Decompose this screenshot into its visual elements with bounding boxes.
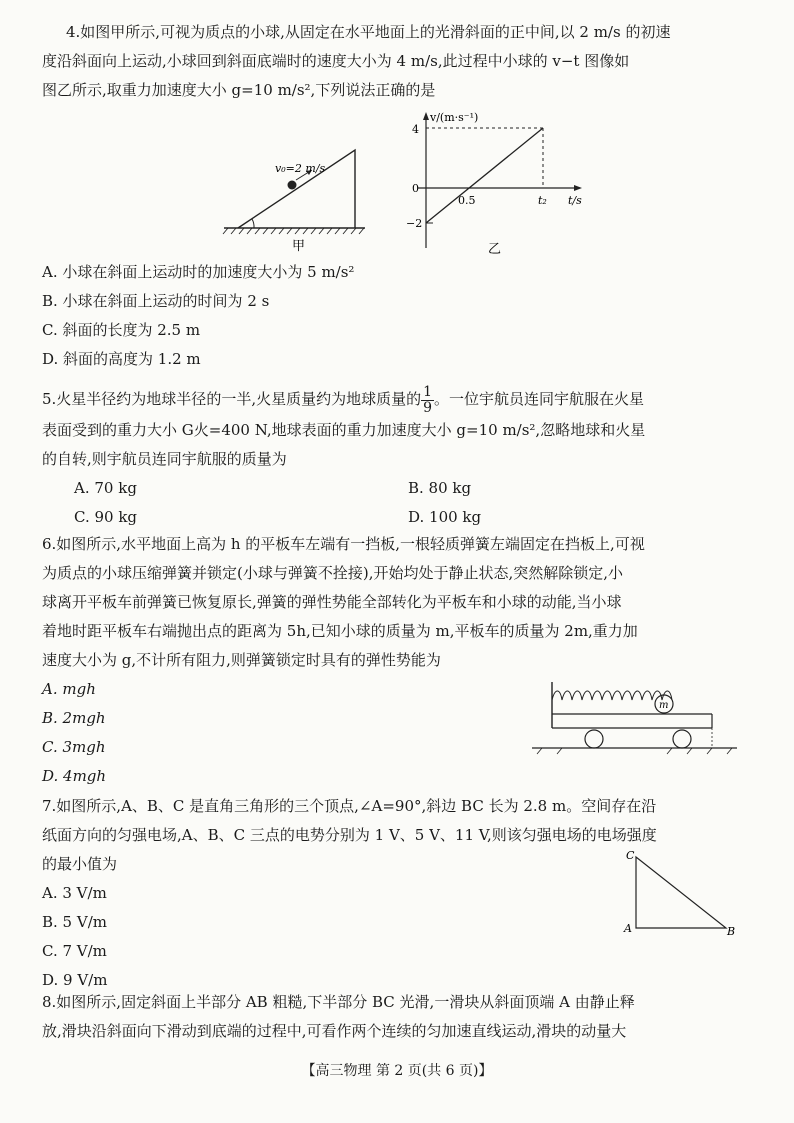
- figure-q6-cart: [532, 670, 742, 775]
- x-tick-t2: t₂: [538, 194, 547, 207]
- figure-yi-vt-graph: [378, 108, 588, 258]
- x-axis-label: t/s: [568, 194, 582, 207]
- vertex-c: C: [626, 849, 635, 862]
- x-tick-0.5: 0.5: [458, 194, 476, 207]
- q4-stem-3: 图乙所示,取重力加速度大小 g=10 m/s²,下列说法正确的是: [42, 81, 436, 99]
- q5-options-row-1: [74, 474, 742, 503]
- q7-stem-3: 的最小值为: [42, 855, 118, 873]
- q7-stem-1: 7.如图所示,A、B、C 是直角三角形的三个顶点,∠A=90°,斜边 BC 长为 2.8 m。空间存在沿: [42, 797, 657, 815]
- spring: [552, 691, 672, 700]
- q4-option-a: A. 小球在斜面上运动时的加速度大小为 5 m/s²: [42, 263, 355, 281]
- y-tick-4: 4: [412, 123, 419, 136]
- q4-option-d: D. 斜面的高度为 1.2 m: [42, 350, 201, 368]
- q8-stem-2: 放,滑块沿斜面向下滑动到底端的过程中,可看作两个连续的匀加速直线运动,滑块的动量大: [42, 1022, 627, 1040]
- page-footer: 【高三物理 第 2 页(共 6 页)】: [301, 1063, 493, 1079]
- q7-option-d: D. 9 V/m: [42, 971, 108, 989]
- q4-stem-2: 度沿斜面向上运动,小球回到斜面底端时的速度大小为 4 m/s,此过程中小球的 v−t 图像如: [42, 52, 630, 70]
- q6-option-b: B. 2mgh: [42, 709, 106, 727]
- q5-option-a: A. 70 kg: [74, 479, 137, 497]
- q6-stem-4: 着地时距平板车右端抛出点的距离为 5h,已知小球的质量为 m,平板车的质量为 2m,重力加: [42, 622, 638, 640]
- vertex-a: A: [624, 922, 632, 935]
- q6-option-a: A. mgh: [42, 680, 96, 698]
- q4-stem-1: 4.如图甲所示,可视为质点的小球,从固定在水平地面上的光滑斜面的正中间,以 2 m/s 的初速: [66, 23, 671, 41]
- q6-stem-5: 速度大小为 g,不计所有阻力,则弹簧锁定时具有的弹性势能为: [42, 651, 441, 669]
- question-5: [42, 382, 742, 532]
- q5-option-b: B. 80 kg: [408, 479, 472, 497]
- q6-stem-2: 为质点的小球压缩弹簧并锁定(小球与弹簧不拴接),开始均处于静止状态,突然解除锁定,小: [42, 564, 624, 582]
- y-tick-neg2: −2: [406, 217, 423, 230]
- q4-options: [42, 258, 742, 374]
- q6-stem-1: 6.如图所示,水平地面上高为 h 的平板车左端有一挡板,一根轻质弹簧左端固定在挡板上,可视: [42, 535, 645, 553]
- q5-stem-1: 5.火星半径约为地球半径的一半,火星质量约为地球质量的 $\frac{1}{9}$ 。一位宇航员连同宇航服在火星: [42, 383, 645, 416]
- fraction-1-9: $\frac{1}{9}$: [423, 383, 433, 416]
- fig-yi-caption: 乙: [488, 242, 502, 257]
- q6-stem-3: 球离开平板车前弹簧已恢复原长,弹簧的弹性势能全部转化为平板车和小球的动能,当小球: [42, 593, 622, 611]
- q8-stem-1: 8.如图所示,固定斜面上半部分 AB 粗糙,下半部分 BC 光滑,一滑块从斜面顶端 A 由静止释: [42, 993, 635, 1011]
- question-4: [42, 18, 742, 105]
- fig-jia-caption: 甲: [292, 239, 306, 253]
- y-tick-0: 0: [412, 182, 419, 195]
- q7-option-a: A. 3 V/m: [42, 884, 107, 902]
- vertex-b: B: [727, 925, 736, 938]
- ball: [288, 181, 297, 190]
- q6-option-c: C. 3mgh: [42, 738, 106, 756]
- q6-option-d: D. 4mgh: [42, 767, 107, 785]
- q5-options-row-2: [74, 503, 742, 532]
- q7-stem-2: 纸面方向的匀强电场,A、B、C 三点的电势分别为 1 V、5 V、11 V,则该匀强电场的电场强度: [42, 826, 657, 844]
- ball-m-label: m: [659, 700, 669, 711]
- q5-stem-3: 的自转,则宇航员连同宇航服的质量为: [42, 450, 287, 468]
- figure-q7-triangle: [620, 845, 740, 940]
- q7-option-c: C. 7 V/m: [42, 942, 107, 960]
- v0-label: v₀=2 m/s: [275, 162, 326, 175]
- question-8: [42, 988, 742, 1046]
- q7-option-b: B. 5 V/m: [42, 913, 107, 931]
- q5-option-d: D. 100 kg: [408, 508, 482, 526]
- figure-jia: [220, 138, 370, 253]
- q4-option-c: C. 斜面的长度为 2.5 m: [42, 321, 201, 339]
- q5-stem-2: 表面受到的重力大小 G火=400 N,地球表面的重力加速度大小 g=10 m/s²,忽略地球和火星: [42, 421, 646, 439]
- y-axis-label: v/(m·s⁻¹): [430, 111, 479, 124]
- q4-option-b: B. 小球在斜面上运动的时间为 2 s: [42, 292, 270, 310]
- q5-option-c: C. 90 kg: [74, 508, 138, 526]
